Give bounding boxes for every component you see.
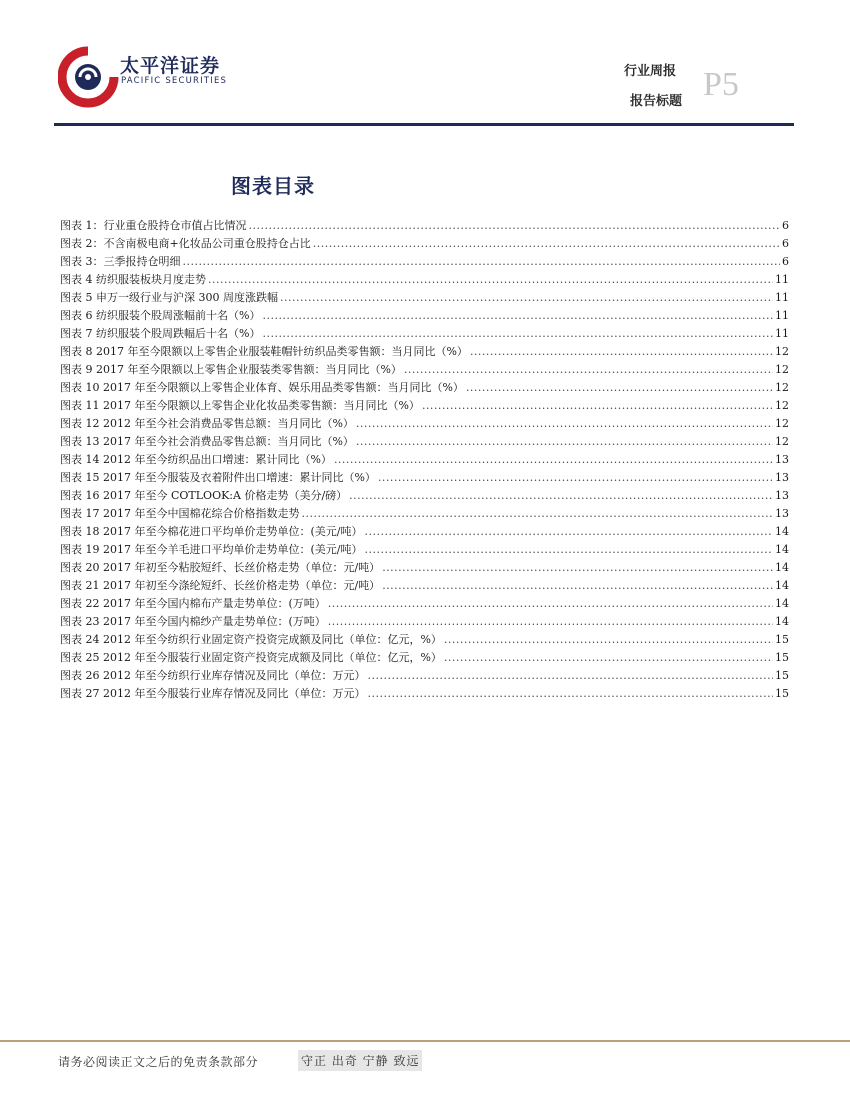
toc-entry-page: 13 <box>775 489 789 502</box>
toc-entry[interactable] <box>60 559 789 577</box>
toc-entry[interactable] <box>60 397 789 415</box>
toc-entry-label: 图表 2：不含南极电商+化妆品公司重仓股持仓占比 <box>60 237 311 250</box>
toc-entry[interactable] <box>60 253 789 271</box>
toc-title: 图表目录 <box>231 174 315 198</box>
toc-entry[interactable] <box>60 487 789 505</box>
toc-leader-dots <box>444 633 773 646</box>
toc-entry-label: 图表 25 2012 年至今服装行业固定资产投资完成额及同比（单位：亿元，%） <box>60 651 442 664</box>
toc-leader-dots <box>301 507 773 520</box>
report-type: 行业周报 <box>624 64 677 79</box>
toc-entry-page: 13 <box>775 453 789 466</box>
toc-leader-dots <box>328 597 773 610</box>
toc-leader-dots <box>208 273 773 286</box>
toc-entry[interactable] <box>60 649 789 667</box>
toc-entry[interactable] <box>60 667 789 685</box>
toc-entry-page: 14 <box>775 597 789 610</box>
brand-name-en: PACIFIC SECURITIES <box>121 76 228 86</box>
report-title: 报告标题 <box>630 94 683 109</box>
header-divider <box>54 123 794 126</box>
toc-entry[interactable] <box>60 361 789 379</box>
toc-entry-label: 图表 10 2017 年至今限额以上零售企业体育、娱乐用品类零售额：当月同比（%） <box>60 381 464 394</box>
toc-leader-dots <box>334 453 773 466</box>
toc-entry-label: 图表 19 2017 年至今羊毛进口平均单价走势单位：(美元/吨） <box>60 543 363 556</box>
toc-entry-label: 图表 22 2017 年至今国内棉布产量走势单位：(万吨） <box>60 597 326 610</box>
toc-entry-label: 图表 26 2012 年至今纺织行业库存情况及同比（单位：万元） <box>60 669 366 682</box>
toc-leader-dots <box>378 471 773 484</box>
toc-entry[interactable] <box>60 217 789 235</box>
toc-leader-dots <box>444 651 773 664</box>
toc-entry[interactable] <box>60 577 789 595</box>
toc-entry-label: 图表 7 纺织服装个股周跌幅后十名（%） <box>60 327 261 340</box>
toc-entry[interactable] <box>60 433 789 451</box>
toc-entry[interactable] <box>60 613 789 631</box>
toc-entry-page: 12 <box>775 363 789 376</box>
toc-entry-page: 12 <box>775 435 789 448</box>
toc-entry[interactable] <box>60 343 789 361</box>
toc-entry-page: 15 <box>775 669 789 682</box>
toc-entry-page: 12 <box>775 345 789 358</box>
toc-entry-label: 图表 16 2017 年至今 COTLOOK:A 价格走势（美分/磅） <box>60 489 348 502</box>
toc-entry[interactable] <box>60 325 789 343</box>
toc-entry-label: 图表 3：三季报持仓明细 <box>60 255 181 268</box>
toc-entry-label: 图表 1：行业重仓股持仓市值占比情况 <box>60 219 247 232</box>
toc-entry-label: 图表 27 2012 年至今服装行业库存情况及同比（单位：万元） <box>60 687 366 700</box>
toc-entry-label: 图表 8 2017 年至今限额以上零售企业服装鞋帽针纺织品类零售额：当月同比（%） <box>60 345 468 358</box>
toc-entry-label: 图表 6 纺织服装个股周涨幅前十名（%） <box>60 309 261 322</box>
toc-leader-dots <box>382 561 773 574</box>
toc-entry-page: 14 <box>775 561 789 574</box>
toc-entry-page: 14 <box>775 579 789 592</box>
toc-entry-page: 11 <box>775 309 789 322</box>
toc-leader-dots <box>422 399 773 412</box>
toc-entry[interactable] <box>60 631 789 649</box>
toc-entry[interactable] <box>60 595 789 613</box>
toc-leader-dots <box>364 525 773 538</box>
company-motto: 守正 出奇 宁静 致远 <box>298 1050 422 1071</box>
toc-entry-label: 图表 9 2017 年至今限额以上零售企业服装类零售额：当月同比（%） <box>60 363 402 376</box>
toc-leader-dots <box>349 489 773 502</box>
toc-entry-label: 图表 12 2012 年至今社会消费品零售总额：当月同比（%） <box>60 417 354 430</box>
toc-entry-label: 图表 15 2017 年至今服装及衣着附件出口增速：累计同比（%） <box>60 471 376 484</box>
toc-entry-page: 13 <box>775 507 789 520</box>
toc-leader-dots <box>249 219 781 232</box>
toc-entry-page: 13 <box>775 471 789 484</box>
toc-leader-dots <box>356 417 773 430</box>
toc-entry-label: 图表 24 2012 年至今纺织行业固定资产投资完成额及同比（单位：亿元，%） <box>60 633 442 646</box>
toc-entry[interactable] <box>60 541 789 559</box>
toc-entry-page: 6 <box>782 219 789 232</box>
toc-entry[interactable] <box>60 505 789 523</box>
toc-entry[interactable] <box>60 523 789 541</box>
toc-entry-page: 12 <box>775 381 789 394</box>
toc-leader-dots <box>262 309 773 322</box>
toc-entry-page: 14 <box>775 525 789 538</box>
toc-entry-label: 图表 20 2017 年初至今粘胶短纤、长丝价格走势（单位：元/吨） <box>60 561 381 574</box>
toc-entry[interactable] <box>60 451 789 469</box>
toc-entry-label: 图表 11 2017 年至今限额以上零售企业化妆品类零售额：当月同比（%） <box>60 399 420 412</box>
brand-name-cn: 太平洋证券 <box>120 55 221 77</box>
toc-entry-label: 图表 17 2017 年至今中国棉花综合价格指数走势 <box>60 507 300 520</box>
logo-emblem-icon <box>58 44 120 108</box>
toc-leader-dots <box>328 615 773 628</box>
toc-entry[interactable] <box>60 289 789 307</box>
toc-entry-page: 15 <box>775 687 789 700</box>
toc-entry-label: 图表 5 申万一级行业与沪深 300 周度涨跌幅 <box>60 291 278 304</box>
toc-list <box>60 217 789 703</box>
footer-divider <box>0 1040 850 1042</box>
toc-entry-page: 6 <box>782 237 789 250</box>
toc-entry-page: 12 <box>775 417 789 430</box>
toc-leader-dots <box>382 579 773 592</box>
toc-leader-dots <box>364 543 773 556</box>
toc-entry[interactable] <box>60 271 789 289</box>
toc-entry-label: 图表 21 2017 年初至今涤纶短纤、长丝价格走势（单位：元/吨） <box>60 579 381 592</box>
toc-leader-dots <box>183 255 781 268</box>
toc-entry-label: 图表 13 2017 年至今社会消费品零售总额：当月同比（%） <box>60 435 354 448</box>
toc-entry-page: 15 <box>775 651 789 664</box>
toc-entry-label: 图表 4 纺织服装板块月度走势 <box>60 273 206 286</box>
toc-entry-page: 12 <box>775 399 789 412</box>
toc-entry[interactable] <box>60 235 789 253</box>
toc-entry[interactable] <box>60 307 789 325</box>
toc-entry-label: 图表 14 2012 年至今纺织品出口增速：累计同比（%） <box>60 453 332 466</box>
toc-entry-page: 15 <box>775 633 789 646</box>
toc-entry-page: 11 <box>775 291 789 304</box>
toc-entry-label: 图表 23 2017 年至今国内棉纱产量走势单位：(万吨） <box>60 615 326 628</box>
toc-entry[interactable] <box>60 379 789 397</box>
toc-entry-label: 图表 18 2017 年至今棉花进口平均单价走势单位：(美元/吨） <box>60 525 363 538</box>
toc-leader-dots <box>262 327 773 340</box>
toc-leader-dots <box>356 435 773 448</box>
toc-entry-page: 6 <box>782 255 789 268</box>
toc-leader-dots <box>280 291 773 304</box>
toc-entry-page: 11 <box>775 273 789 286</box>
page-number: P5 <box>703 66 739 103</box>
toc-leader-dots <box>466 381 773 394</box>
disclaimer-notice: 请务必阅读正文之后的免责条款部分 <box>58 1055 259 1069</box>
toc-leader-dots <box>470 345 773 358</box>
toc-entry[interactable] <box>60 469 789 487</box>
toc-entry[interactable] <box>60 685 789 703</box>
toc-entry-page: 14 <box>775 543 789 556</box>
company-logo <box>58 44 233 108</box>
toc-leader-dots <box>404 363 773 376</box>
toc-entry-page: 14 <box>775 615 789 628</box>
toc-entry-page: 11 <box>775 327 789 340</box>
toc-entry[interactable] <box>60 415 789 433</box>
toc-leader-dots <box>367 687 773 700</box>
toc-leader-dots <box>367 669 773 682</box>
toc-leader-dots <box>313 237 780 250</box>
